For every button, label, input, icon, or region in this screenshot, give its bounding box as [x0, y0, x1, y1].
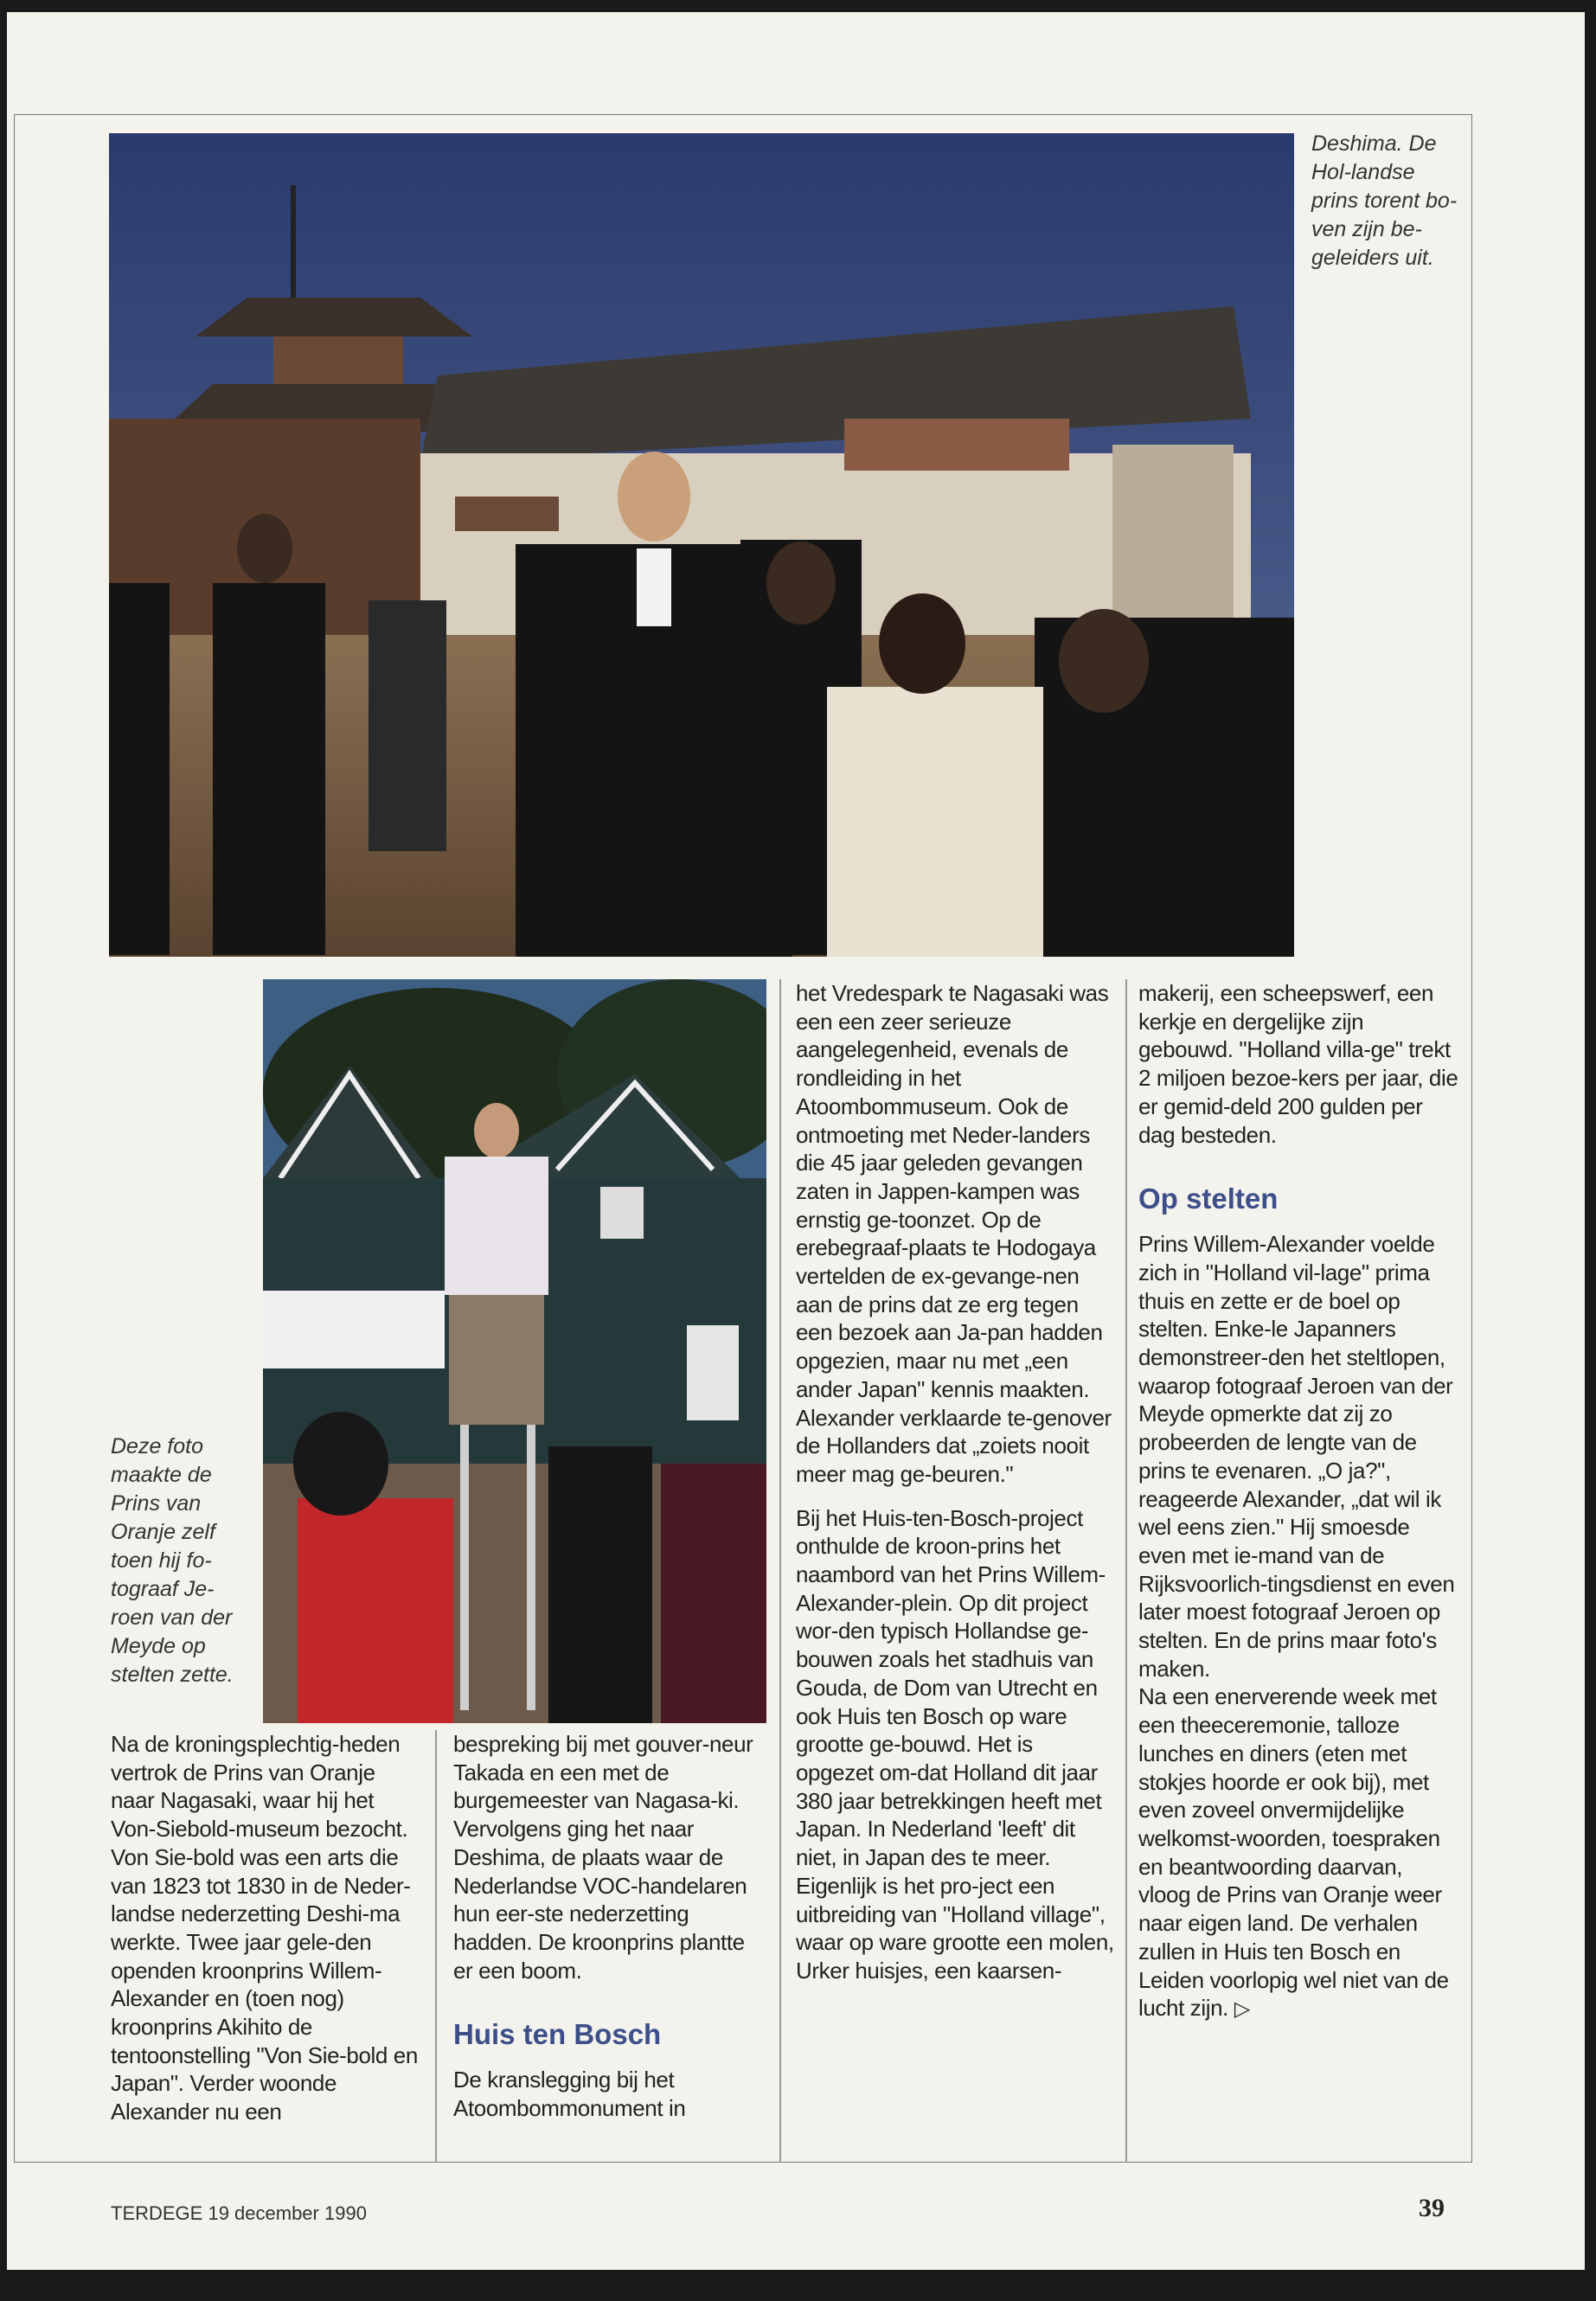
column-4-paragraph-1: makerij, een scheepswerf, een kerkje en dergelijke zijn gebouwd. "Holland villa-ge" trekt 2 miljoen bezoe-kers per jaar, die er gemid-deld 200 gulden per dag besteden. — [1138, 980, 1458, 1148]
column-rule-1 — [435, 1730, 437, 2163]
column-rule-3 — [1125, 979, 1127, 2163]
magazine-page — [7, 12, 1585, 2270]
column-3-paragraph-2: Bij het Huis-ten-Bosch-project onthulde de kroon-prins het naambord van het Prins Willem-Alexander-plein. Op dit project wor-den typisch Hollandse ge-bouwen zoals het stadhuis van Gouda, de Dom van Utrecht en ook Huis ten Bosch op ware grootte ge-bouwd. Het is opgezet om-dat Holland dit jaar 380 jaar betrekkingen heeft met Japan. In Nederland 'leeft' dit niet, in Japan des te meer. Eigenlijk is het pro-ject een uitbreiding van "Holland village", waar op ware grootte een molen, Urker huisjes, een kaarsen- — [796, 1504, 1114, 1984]
photo-stilts — [263, 979, 766, 1723]
heading-huis-ten-bosch: Huis ten Bosch — [453, 2018, 662, 2051]
footer-magazine-date: TERDEGE 19 december 1990 — [111, 2202, 367, 2224]
article-column-1 — [111, 1730, 422, 2126]
column-1-paragraph-1: Na de kroningsplechtig-heden vertrok de Prins van Oranje naar Nagasaki, waar hij het Von-Siebold-museum bezocht. Von Sie-bold was een arts die van 1823 tot 1830 in de Neder-landse nederzetting Deshi-ma werkte. Twee jaar gele-den openden kroonprins Willem-Alexander en (toen nog) kroonprins Akihito de tentoonstelling "Von Sie-bold en Japan". Verder woonde Alexander nu een — [111, 1731, 418, 2125]
article-column-2 — [453, 1730, 766, 2123]
caption-left: Deze foto maakte de Prins van Oranje zelf toen hij fo-tograaf Je-roen van der Meyde op stelten zette. — [111, 1434, 234, 1687]
caption-top: Deshima. De Hol-landse prins torent bo-ven zijn be-geleiders uit. — [1311, 131, 1458, 270]
column-4-paragraph-2: Prins Willem-Alexander voelde zich in "Holland vil-lage" prima thuis en zette er de boel op stelten. Enke-le Japanners demonstreer-den het steltlopen, waarop fotograaf Jeroen van der Meyde opmerkte dat zij zo probeerden de lengte van de prins te evenaren. „O ja?", reageerde Alexander, „dat wil ik wel eens zien." Hij smoesde even met ie-mand van de Rijksvoorlich-tingsdienst en even later moest fotograaf Jeroen op stelten. En de prins maar foto's maken. — [1138, 1231, 1455, 1682]
column-2-paragraph-2: De kranslegging bij het Atoombommonument in — [453, 2067, 686, 2122]
heading-op-stelten: Op stelten — [1138, 1183, 1279, 1215]
column-rule-2 — [779, 979, 781, 2163]
column-4-paragraph-3 — [1138, 1682, 1458, 2023]
article-column-4 — [1138, 979, 1458, 2024]
column-2-paragraph-1: bespreking bij met gouver-neur Takada en een met de burgemeester van Nagasa-ki. Vervolgens ging het naar Deshima, de plaats waar de Nederlandse VOC-handelaren hun eer-ste nederzetting hadden. De kroonprins plantte er een boom. — [453, 1731, 753, 1984]
page-number: 39 — [1419, 2194, 1445, 2222]
end-mark-icon: ▷ — [1234, 1997, 1250, 2022]
photo-deshima — [109, 133, 1294, 957]
column-4-paragraph-3-text: Na een enerverende week met een theeceremonie, talloze lunches en diners (eten met stokjes hoorde er ook bij), met even zoveel onvermijdelijke welkomst-woorden, toespraken en beantwoording daarvan, vloog de Prins van Oranje weer naar eigen land. De verhalen zullen in Huis ten Bosch en Leiden voorlopig wel niet van de lucht zijn. — [1138, 1683, 1449, 2022]
article-column-3 — [796, 979, 1114, 1985]
column-3-paragraph-1: het Vredespark te Nagasaki was een een zeer serieuze aangelegenheid, evenals de rondleiding in het Atoombommuseum. Ook de ontmoeting met Neder-landers die 45 jaar geleden gevangen zaten in Jappen-kampen was ernstig ge-toonzet. Op de erebegraaf-plaats te Hodogaya vertelden de ex-gevange-nen aan de prins dat ze erg tegen een bezoek aan Ja-pan hadden opgezien, maar nu met „een ander Japan" kennis maakten. Alexander verklaarde te-genover de Hollanders dat „zoiets nooit meer mag ge-beuren." — [796, 980, 1112, 1487]
